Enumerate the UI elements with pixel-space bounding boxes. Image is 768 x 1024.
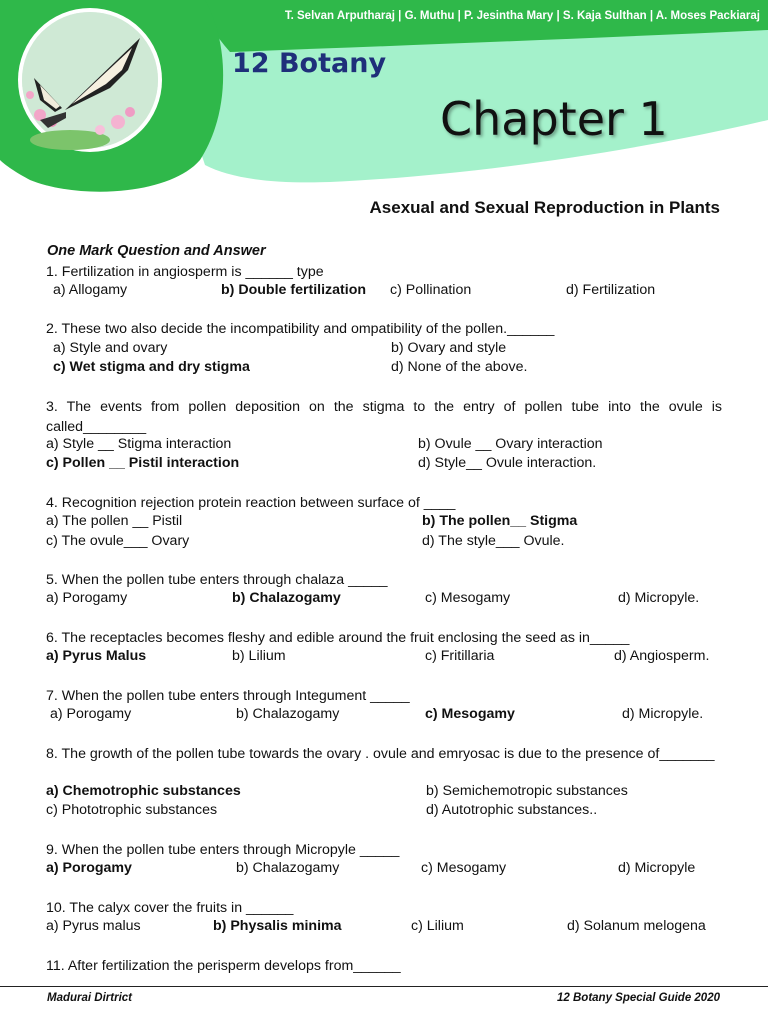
option-d: d) The style___ Ovule. bbox=[422, 533, 565, 549]
option-c: c) Mesogamy bbox=[421, 860, 507, 876]
option-d: d) Micropyle bbox=[618, 860, 696, 876]
option-a: a) The pollen __ Pistil bbox=[46, 513, 183, 529]
question-8: 8. The growth of the pollen tube towards the ovary . ovule and emryosac is due to the presence of_______ bbox=[46, 746, 715, 762]
option-d: d) Style__ Ovule interaction. bbox=[418, 455, 597, 471]
option-b: b) Double fertilization bbox=[221, 282, 367, 298]
option-b: b) Ovule __ Ovary interaction bbox=[418, 436, 603, 452]
option-a: a) Style __ Stigma interaction bbox=[46, 436, 232, 452]
option-c: c) Lilium bbox=[411, 918, 464, 934]
option-a: a) Style and ovary bbox=[53, 340, 168, 356]
option-b: b) Lilium bbox=[232, 648, 286, 664]
question-6: 6. The receptacles becomes fleshy and edible around the fruit enclosing the seed as in_____ bbox=[46, 630, 630, 646]
question-3: 3. The events from pollen deposition on the stigma to the entry of pollen tube into the ovule is called________ bbox=[46, 399, 722, 435]
section-heading: One Mark Question and Answer bbox=[47, 243, 266, 259]
butterfly-photo bbox=[18, 8, 162, 152]
option-c: c) The ovule___ Ovary bbox=[46, 533, 190, 549]
option-d: d) Fertilization bbox=[566, 282, 656, 298]
option-c: c) Mesogamy bbox=[425, 706, 515, 722]
option-d: d) Micropyle. bbox=[618, 590, 700, 606]
option-a: a) Porogamy bbox=[50, 706, 132, 722]
option-c: c) Wet stigma and dry stigma bbox=[53, 359, 250, 375]
option-d: d) Autotrophic substances.. bbox=[426, 802, 598, 818]
option-d: d) Micropyle. bbox=[622, 706, 704, 722]
question-4: 4. Recognition rejection protein reaction between surface of ____ bbox=[46, 495, 456, 511]
author-list: T. Selvan Arputharaj | G. Muthu | P. Jesintha Mary | S. Kaja Sulthan | A. Moses Packiaraj bbox=[284, 10, 760, 22]
question-5: 5. When the pollen tube enters through chalaza _____ bbox=[46, 572, 388, 588]
option-c: c) Mesogamy bbox=[425, 590, 511, 606]
option-c: c) Phototrophic substances bbox=[46, 802, 218, 818]
question-10: 10. The calyx cover the fruits in ______ bbox=[46, 900, 294, 916]
option-b: b) The pollen__ Stigma bbox=[422, 513, 578, 529]
document-title: Asexual and Sexual Reproduction in Plants bbox=[369, 198, 720, 217]
option-a: a) Porogamy bbox=[46, 590, 128, 606]
option-a: a) Pyrus malus bbox=[46, 918, 141, 934]
option-a: a) Porogamy bbox=[46, 860, 132, 876]
footer-guide-title: 12 Botany Special Guide 2020 bbox=[557, 992, 720, 1004]
option-b: b) Physalis minima bbox=[213, 918, 342, 934]
option-b: b) Chalazogamy bbox=[236, 706, 340, 722]
chapter-title: Chapter 1 bbox=[440, 92, 668, 146]
option-a: a) Chemotrophic substances bbox=[46, 783, 241, 799]
question-7: 7. When the pollen tube enters through Integument _____ bbox=[46, 688, 410, 704]
footer-divider bbox=[0, 986, 768, 987]
question-11: 11. After fertilization the perisperm develops from______ bbox=[46, 958, 401, 974]
subject-title: 12 Botany bbox=[232, 48, 387, 79]
option-d: d) Angiosperm. bbox=[614, 648, 710, 664]
option-c: c) Fritillaria bbox=[425, 648, 495, 664]
option-a: a) Pyrus Malus bbox=[46, 648, 147, 664]
option-b: b) Ovary and style bbox=[391, 340, 507, 356]
question-9: 9. When the pollen tube enters through Micropyle _____ bbox=[46, 842, 400, 858]
option-d: d) None of the above. bbox=[391, 359, 528, 375]
option-d: d) Solanum melogena bbox=[567, 918, 706, 934]
option-b: b) Chalazogamy bbox=[232, 590, 341, 606]
question-1: 1. Fertilization in angiosperm is ______ type bbox=[46, 264, 324, 280]
question-2: 2. These two also decide the incompatibility and ompatibility of the pollen.______ bbox=[46, 321, 555, 337]
option-b: b) Semichemotropic substances bbox=[426, 783, 628, 799]
option-a: a) Allogamy bbox=[53, 282, 128, 298]
footer-district: Madurai Dirtrict bbox=[47, 992, 132, 1004]
option-c: c) Pollen __ Pistil interaction bbox=[46, 455, 240, 471]
option-b: b) Chalazogamy bbox=[236, 860, 340, 876]
option-c: c) Pollination bbox=[390, 282, 472, 298]
